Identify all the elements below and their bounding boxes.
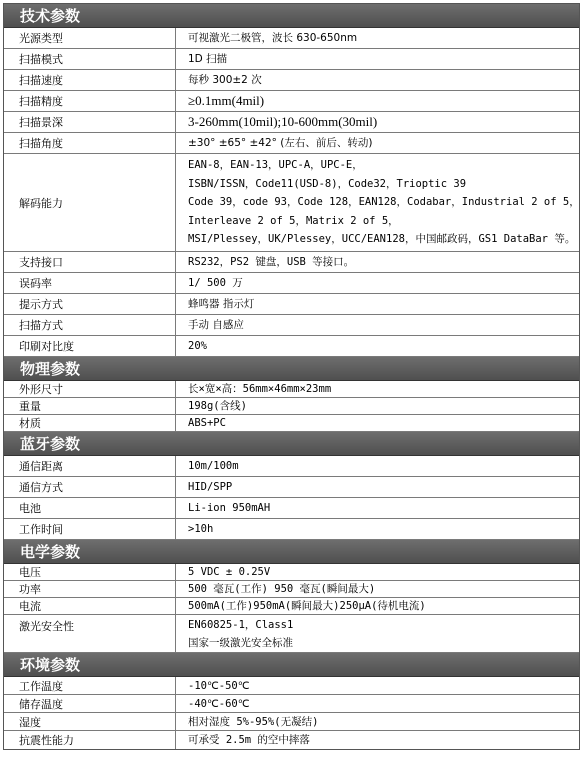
spec-row	[4, 731, 579, 749]
spec-row	[4, 252, 579, 273]
spec-value	[176, 294, 579, 314]
spec-label: 提示方式	[4, 294, 176, 314]
spec-value	[176, 615, 579, 652]
spec-table	[3, 3, 580, 750]
spec-value-line: Li-ion 950mAH	[188, 502, 271, 514]
spec-value-line: EN60825-1，Class1	[188, 618, 294, 631]
spec-value	[176, 336, 579, 356]
spec-label: 扫描方式	[4, 315, 176, 335]
spec-value-line: ≥0.1mm(4mil)	[188, 93, 265, 108]
spec-row	[4, 677, 579, 695]
spec-value-line: 长×宽×高：56mm×46mm×23mm	[188, 383, 332, 395]
spec-label: 误码率	[4, 273, 176, 293]
spec-row	[4, 381, 579, 398]
spec-label: 支持接口	[4, 252, 176, 272]
spec-value-line: Interleave 2 of 5，Matrix 2 of 5，	[188, 214, 399, 227]
spec-label: 外形尺寸	[4, 381, 176, 397]
section-header: 蓝牙参数	[4, 432, 579, 456]
spec-label: 解码能力	[4, 154, 176, 251]
spec-value	[176, 315, 579, 335]
spec-value-line: 5 VDC ± 0.25V	[188, 566, 271, 578]
spec-label: 扫描模式	[4, 49, 176, 69]
spec-row	[4, 70, 579, 91]
spec-value	[176, 677, 579, 694]
spec-value-line: -10℃-50℃	[188, 679, 250, 692]
spec-value	[176, 477, 579, 497]
spec-label: 光源类型	[4, 28, 176, 48]
spec-label: 功率	[4, 581, 176, 597]
spec-value-line: ABS+PC	[188, 417, 226, 429]
spec-value	[176, 28, 579, 48]
spec-value-line: 手动 自感应	[188, 319, 244, 331]
spec-row	[4, 112, 579, 133]
spec-label: 激光安全性	[4, 615, 176, 652]
spec-row	[4, 28, 579, 49]
section-header: 电学参数	[4, 540, 579, 564]
spec-value-line: 国家一级激光安全标准	[188, 636, 293, 649]
spec-value	[176, 91, 579, 111]
spec-value-line: 可承受 2.5m 的空中摔落	[188, 734, 310, 746]
spec-label: 抗震性能力	[4, 731, 176, 749]
spec-row	[4, 477, 579, 498]
section-header: 物理参数	[4, 357, 579, 381]
spec-row	[4, 273, 579, 294]
spec-row	[4, 615, 579, 653]
spec-label: 扫描角度	[4, 133, 176, 153]
spec-value	[176, 598, 579, 614]
spec-row	[4, 49, 579, 70]
spec-label: 电压	[4, 564, 176, 580]
spec-row	[4, 415, 579, 432]
spec-row	[4, 695, 579, 713]
spec-label: 扫描景深	[4, 112, 176, 132]
spec-value	[176, 456, 579, 476]
spec-row	[4, 498, 579, 519]
spec-row	[4, 398, 579, 415]
spec-value	[176, 415, 579, 431]
spec-value	[176, 273, 579, 293]
spec-value-line: 500 毫瓦(工作) 950 毫瓦(瞬间最大)	[188, 583, 376, 595]
spec-value-line: 198g(含线)	[188, 400, 247, 412]
spec-row	[4, 456, 579, 477]
spec-value	[176, 154, 580, 251]
spec-value	[176, 112, 579, 132]
spec-label: 工作时间	[4, 519, 176, 539]
section-header: 环境参数	[4, 653, 579, 677]
spec-value-line: 20%	[188, 340, 207, 352]
spec-value	[176, 581, 579, 597]
spec-row	[4, 133, 579, 154]
spec-row	[4, 294, 579, 315]
spec-value-line: -40℃-60℃	[188, 697, 250, 710]
spec-value-line: Code 39，code 93，Code 128，EAN128，Codabar，Industrial 2 of 5，	[188, 196, 580, 209]
spec-row	[4, 519, 579, 540]
spec-row	[4, 91, 579, 112]
spec-value	[176, 695, 579, 712]
spec-row	[4, 564, 579, 581]
spec-value	[176, 252, 579, 272]
spec-value	[176, 519, 579, 539]
spec-value	[176, 498, 579, 518]
section-header: 技术参数	[4, 4, 579, 28]
spec-label: 电池	[4, 498, 176, 518]
spec-row	[4, 154, 579, 252]
spec-value-line: 10m/100m	[188, 460, 239, 472]
spec-value-line: 1D 扫描	[188, 53, 228, 65]
spec-value-line: 3-260mm(10mil);10-600mm(30mil)	[188, 114, 378, 129]
spec-label: 电流	[4, 598, 176, 614]
spec-value-line: ±30° ±65° ±42° (左右、前后、转动)	[188, 137, 373, 149]
spec-value-line: EAN-8，EAN-13，UPC-A，UPC-E，	[188, 159, 363, 172]
spec-label: 储存温度	[4, 695, 176, 712]
spec-value	[176, 49, 579, 69]
spec-value-line: >10h	[188, 523, 214, 535]
spec-value-line: 相对湿度 5%-95%(无凝结)	[188, 715, 319, 728]
spec-value	[176, 564, 579, 580]
spec-value-line: 每秒 300±2 次	[188, 74, 262, 86]
spec-value-line: 蜂鸣器 指示灯	[188, 298, 255, 310]
spec-value-line: 500mA(工作)950mA(瞬间最大)250μA(待机电流)	[188, 600, 426, 612]
spec-row	[4, 713, 579, 731]
spec-value-line: RS232，PS2 键盘，USB 等接口。	[188, 256, 355, 268]
spec-value-line: 可视激光二极管，波长 630-650nm	[188, 32, 358, 44]
spec-value-line: 1/ 500 万	[188, 277, 243, 289]
spec-value	[176, 70, 579, 90]
spec-label: 扫描速度	[4, 70, 176, 90]
spec-label: 湿度	[4, 713, 176, 730]
spec-row	[4, 315, 579, 336]
spec-label: 工作温度	[4, 677, 176, 694]
spec-label: 扫描精度	[4, 91, 176, 111]
spec-row	[4, 581, 579, 598]
spec-value	[176, 381, 579, 397]
spec-label: 材质	[4, 415, 176, 431]
spec-value	[176, 713, 579, 730]
spec-label: 印刷对比度	[4, 336, 176, 356]
spec-row	[4, 598, 579, 615]
spec-label: 通信距离	[4, 456, 176, 476]
spec-value-line: ISBN/ISSN，Code11(USD-8)，Code32，Trioptic 39	[188, 177, 467, 190]
spec-value	[176, 133, 579, 153]
spec-row	[4, 336, 579, 357]
spec-value	[176, 731, 579, 749]
spec-value	[176, 398, 579, 414]
spec-label: 重量	[4, 398, 176, 414]
spec-value-line: MSI/Plessey，UK/Plessey，UCC/EAN128，中国邮政码，GS1 DataBar 等。	[188, 233, 576, 246]
spec-label: 通信方式	[4, 477, 176, 497]
spec-value-line: HID/SPP	[188, 481, 233, 493]
